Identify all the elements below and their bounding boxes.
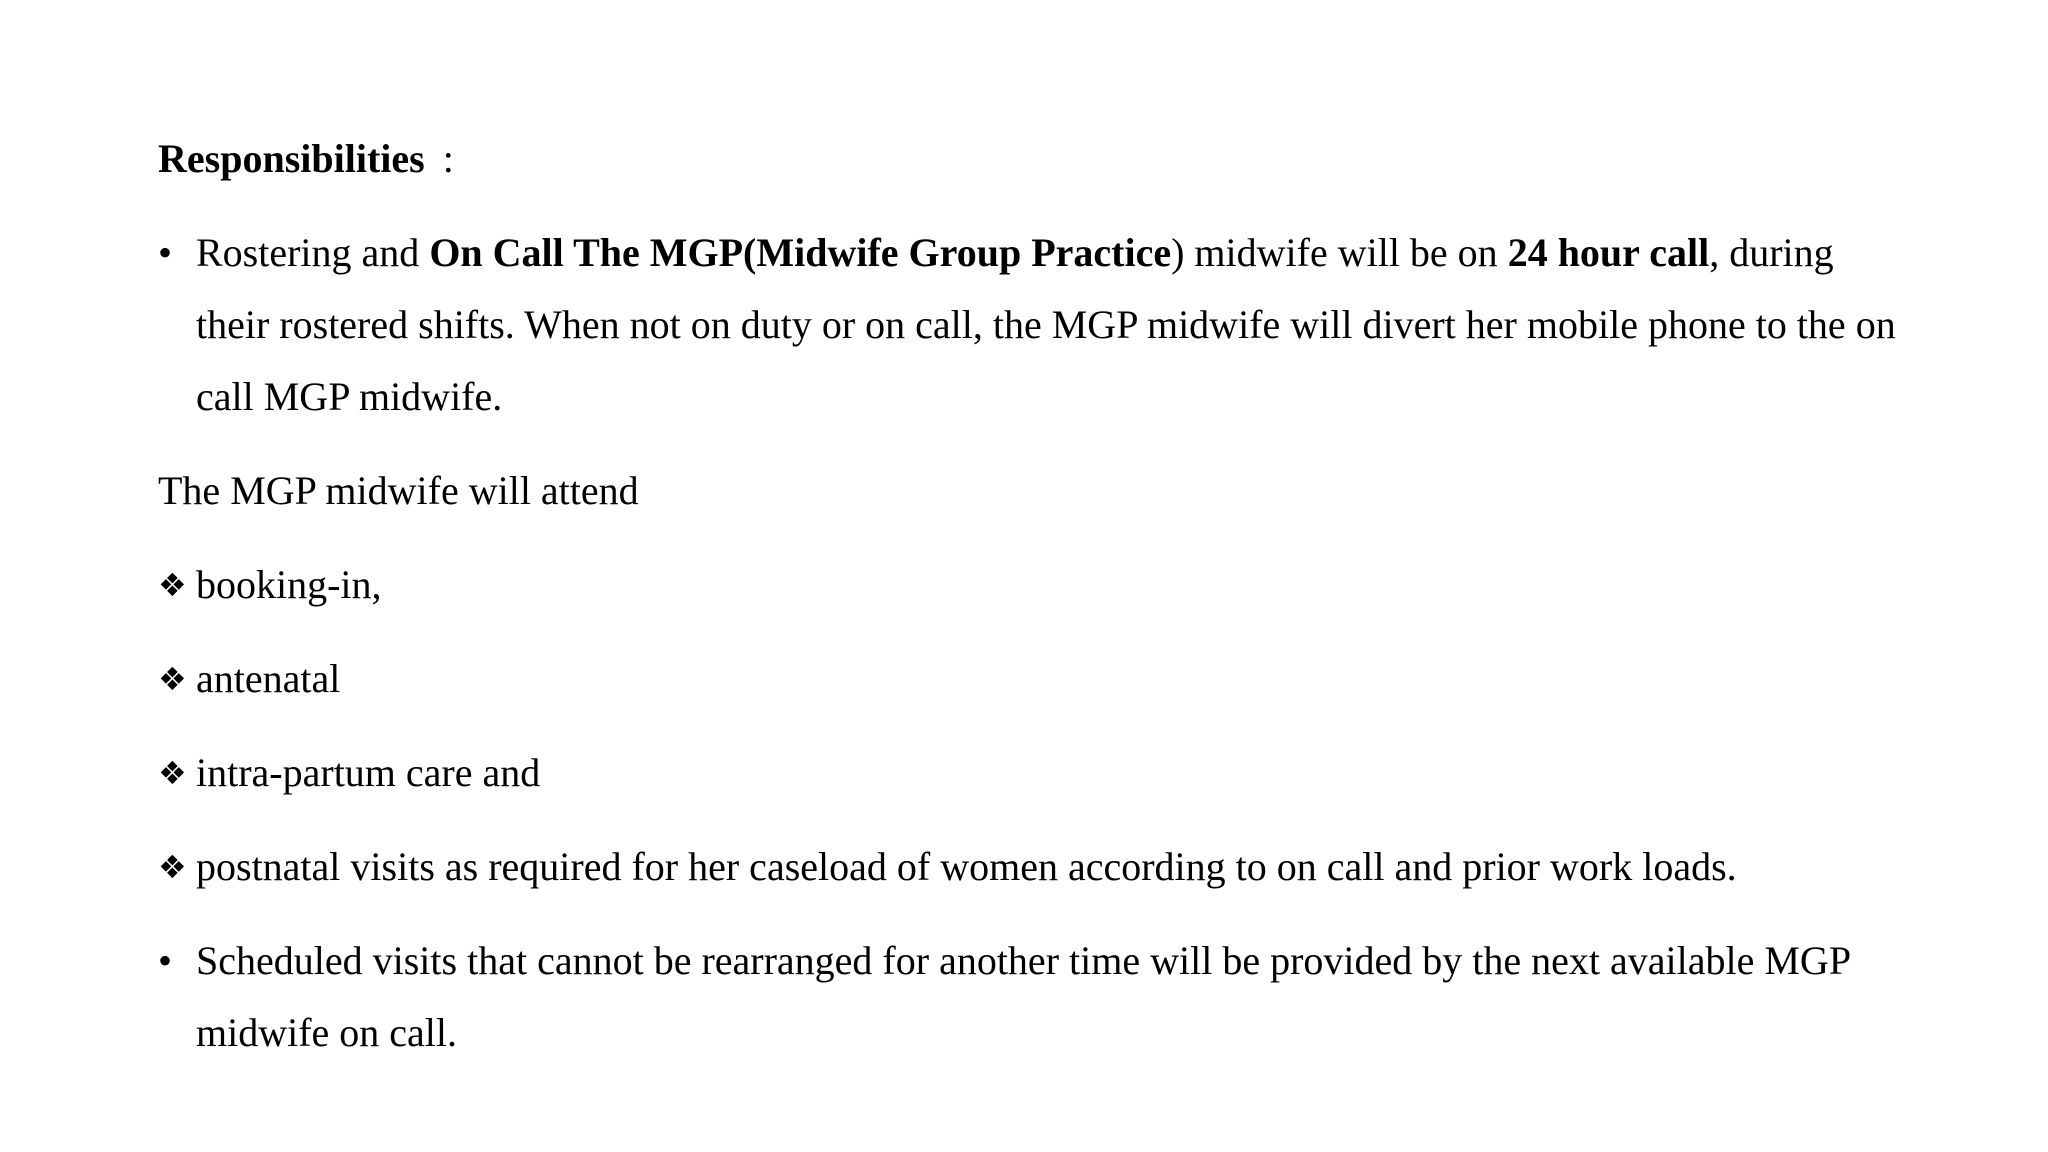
list-item (158, 549, 1898, 621)
section-heading (158, 123, 1898, 195)
bullet-rostering (158, 217, 1898, 433)
diamond-bullet-icon: ❖ (158, 848, 187, 886)
list-item-text: postnatal visits as required for her caseload of women according to on call and prior work loads. (196, 844, 1737, 889)
diamond-bullet-icon: ❖ (158, 566, 187, 604)
text-part: Rostering and (196, 230, 430, 275)
bullet-dot-icon: • (158, 938, 173, 983)
bold-text: 24 hour call (1507, 230, 1710, 275)
heading-title: Responsibilities (158, 136, 425, 181)
heading-colon: : (442, 136, 454, 181)
bold-text: On Call The MGP(Midwife Group Practice (429, 230, 1172, 275)
list-item (158, 737, 1898, 809)
bullet-scheduled-visits (158, 925, 1898, 1069)
list-item-text: intra-partum care and (196, 750, 541, 795)
text-part: , during their rostered shifts. When not on duty or on call, the MGP midwife will divert her mobile phone to the on call MGP midwife. (196, 230, 1896, 419)
attend-intro: The MGP midwife will attend (158, 468, 639, 513)
list-item (158, 831, 1898, 903)
diamond-bullet-icon: ❖ (158, 754, 187, 792)
bullet-dot-icon: • (158, 230, 173, 275)
text-part: ) midwife will be on (1171, 230, 1508, 275)
diamond-bullet-icon: ❖ (158, 660, 187, 698)
bullet-rostering-text (196, 217, 1898, 433)
list-item-text: antenatal (196, 656, 341, 701)
list-item-text: booking-in, (196, 562, 382, 607)
list-item (158, 643, 1898, 715)
bullet-scheduled-visits-text: Scheduled visits that cannot be rearranged for another time will be provided by the next available MGP midwife on call. (196, 938, 1850, 1055)
